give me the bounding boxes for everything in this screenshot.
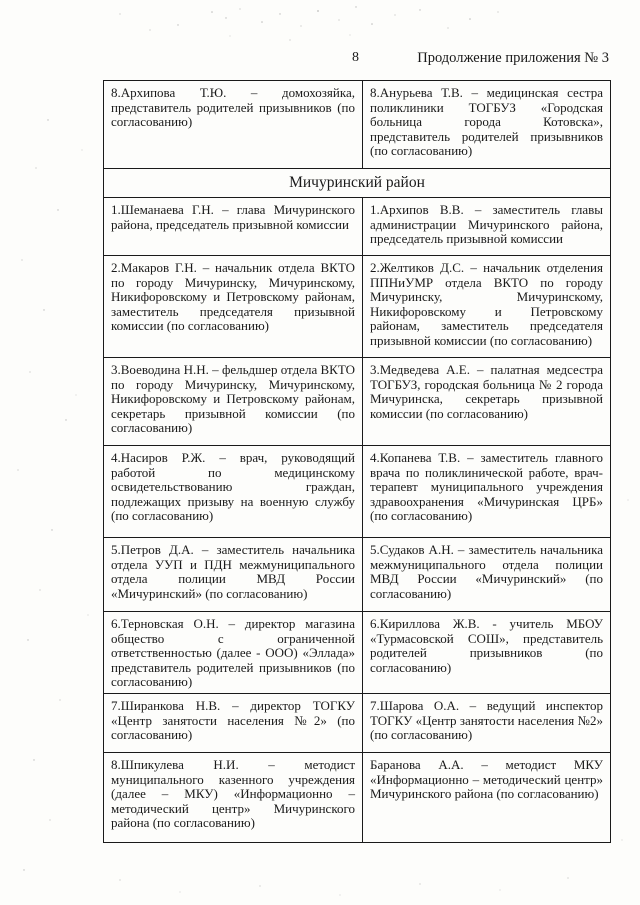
- table-row: [104, 752, 611, 842]
- right-cell: 1.Архипов В.В. – заместитель главы администрации Мичуринского района, председатель призывной комиссии: [363, 198, 611, 256]
- left-cell: 3.Воеводина Н.Н. – фельдшер отдела ВКТО по городу Мичуринску, Мичуринскому, Никифоровскому и Петровскому районам, секретарь призывной комиссии (по согласованию): [104, 358, 363, 446]
- left-cell: 7.Ширанкова Н.В. – директор ТОГКУ «Центр занятости населения №2» (по согласованию): [104, 693, 363, 752]
- left-cell: 8.Шпикулева Н.И. – методист муниципального казенного учреждения (далее – МКУ) «Информационно – методический центр» Мичуринского района (по согласованию): [104, 752, 363, 842]
- section-title: Мичуринский район: [104, 169, 611, 198]
- right-cell: 2.Желтиков Д.С. – начальник отделения ППНиУМР отдела ВКТО по городу Мичуринску, Мичуринскому, Никифоровскому и Петровскому районам, заместитель председателя призывной комиссии (по согласованию): [363, 256, 611, 358]
- left-cell: 6.Терновская О.Н. – директор магазина общество с ограниченной ответственностью (далее - ООО) «Эллада» представитель родителей призывников (по согласованию): [104, 612, 363, 694]
- page-number: 8: [352, 50, 359, 65]
- right-cell: 3.Медведева А.Е. – палатная медсестра ТОГБУЗ, городская больница № 2 города Мичуринска, секретарь призывной комиссии (по согласованию): [363, 358, 611, 446]
- table-row: [104, 538, 611, 612]
- left-cell: 8.Архипова Т.Ю. – домохозяйка, представитель родителей призывников (по согласованию): [104, 81, 363, 169]
- left-cell: 1.Шеманаева Г.Н. – глава Мичуринского района, председатель призывной комиссии: [104, 198, 363, 256]
- table-row: [104, 612, 611, 694]
- left-cell: 5.Петров Д.А. – заместитель начальника отдела УУП и ПДН межмуниципального отдела полиции МВД России «Мичуринский» (по согласованию): [104, 538, 363, 612]
- table-row: [104, 198, 611, 256]
- right-cell: Баранова А.А. – методист МКУ «Информационно – методический центр» Мичуринского района (по согласованию): [363, 752, 611, 842]
- right-cell: 4.Копанева Т.В. – заместитель главного врача по поликлинической работе, врач-терапевт муниципального учреждения здравоохранения «Мичуринская ЦРБ» (по согласованию): [363, 446, 611, 538]
- page-header: [0, 50, 640, 72]
- section-header-row: [104, 169, 611, 198]
- table-row: [104, 446, 611, 538]
- table-row: [104, 256, 611, 358]
- table-row: [104, 693, 611, 752]
- left-cell: 4.Насиров Р.Ж. – врач, руководящий работой по медицинскому освидетельствованию граждан, подлежащих призыву на военную службу (по согласованию): [104, 446, 363, 538]
- continuation-title: Продолжение приложения № 3: [417, 50, 609, 66]
- commission-table: [103, 80, 611, 843]
- right-cell: 6.Кириллова Ж.В. - учитель МБОУ «Турмасовской СОШ», представитель родителей призывников (по согласованию): [363, 612, 611, 694]
- right-cell: 7.Шарова О.А. – ведущий инспектор ТОГКУ «Центр занятости населения №2» (по согласованию): [363, 693, 611, 752]
- right-cell: 8.Анурьева Т.В. – медицинская сестра поликлиники ТОГБУЗ «Городская больница города Котовска», представитель родителей призывников (по согласованию): [363, 81, 611, 169]
- table-row: [104, 358, 611, 446]
- left-cell: 2.Макаров Г.Н. – начальник отдела ВКТО по городу Мичуринску, Мичуринскому, Никифоровскому и Петровскому районам, заместитель председателя призывной комиссии (по согласованию): [104, 256, 363, 358]
- right-cell: 5.Судаков А.Н. – заместитель начальника межмуниципального отдела полиции МВД России «Мичуринский» (по согласованию): [363, 538, 611, 612]
- table-row: [104, 81, 611, 169]
